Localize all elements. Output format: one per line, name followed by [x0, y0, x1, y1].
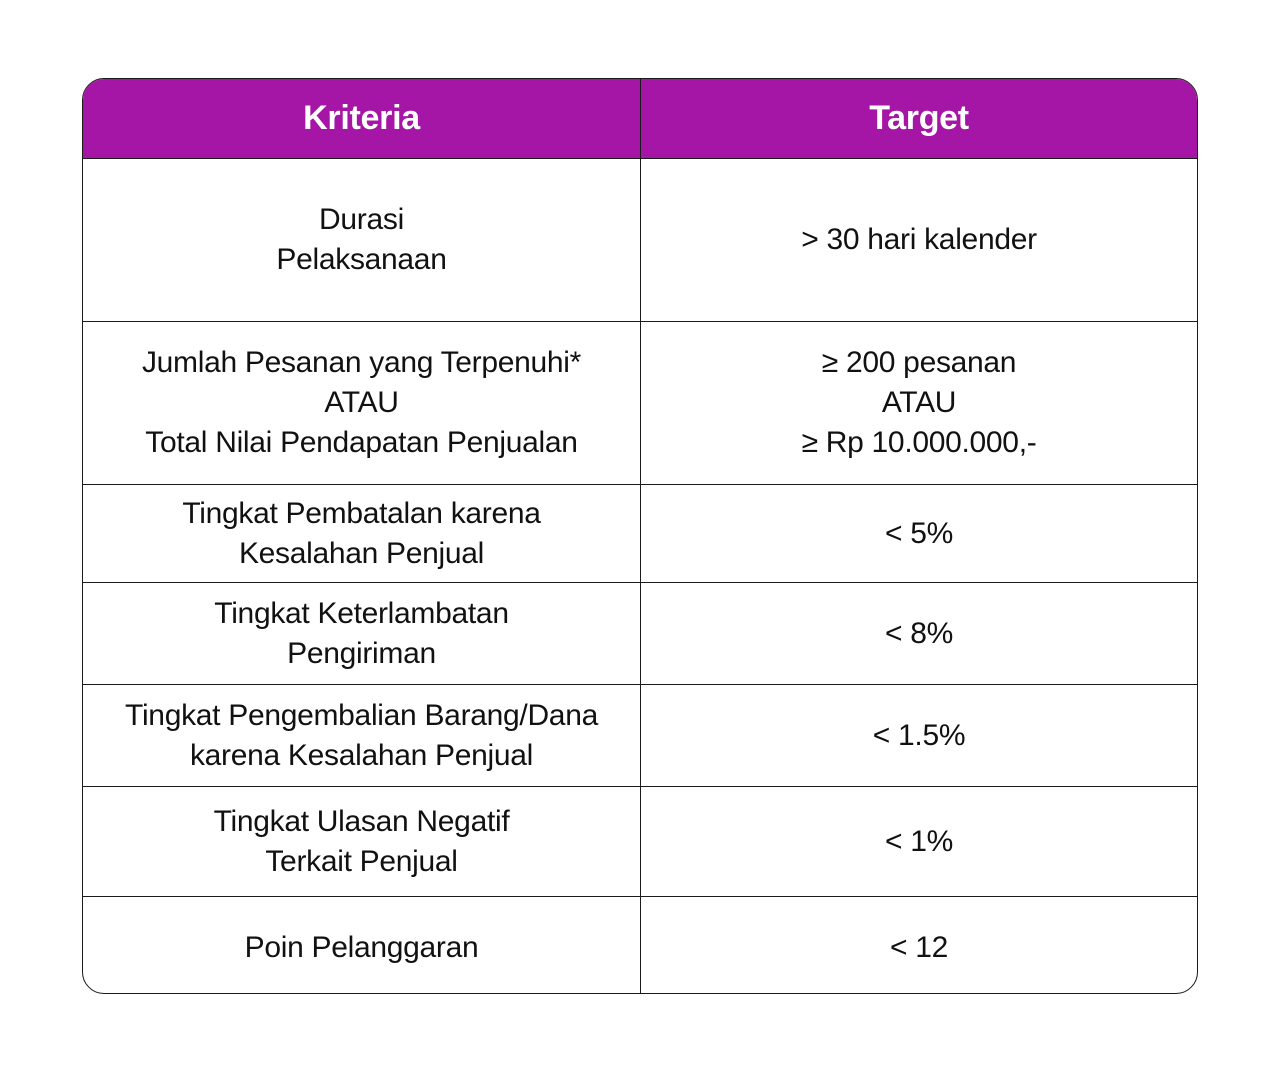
criteria-line: Jumlah Pesanan yang Terpenuhi*	[141, 346, 582, 379]
target-line: < 1.5%	[872, 718, 966, 752]
criteria-cell	[83, 685, 641, 787]
table-row	[83, 897, 1197, 995]
criteria-line: Pengiriman	[287, 636, 436, 670]
criteria-cell	[83, 485, 641, 583]
table-row	[83, 583, 1197, 685]
table-header-row	[83, 79, 1197, 159]
target-line: < 5%	[884, 516, 953, 550]
target-cell	[641, 485, 1198, 583]
criteria-cell	[83, 322, 641, 485]
target-cell	[641, 897, 1198, 995]
target-cell	[641, 322, 1198, 485]
target-line: > 30 hari kalender	[801, 223, 1037, 256]
criteria-line: Terkait Penjual	[265, 844, 458, 878]
criteria-table-container	[82, 78, 1198, 994]
target-line: < 1%	[884, 824, 953, 858]
header-target: Target	[641, 79, 1198, 159]
target-line: ATAU	[881, 386, 957, 419]
header-kriteria: Kriteria	[83, 79, 641, 159]
table-row	[83, 322, 1197, 485]
criteria-line: Kesalahan Penjual	[238, 536, 485, 570]
criteria-cell	[83, 583, 641, 685]
target-line: ≥ 200 pesanan	[821, 346, 1017, 379]
criteria-line: karena Kesalahan Penjual	[189, 738, 534, 772]
target-line: ≥ Rp 10.000.000,-	[801, 426, 1037, 459]
criteria-line: Tingkat Ulasan Negatif	[213, 804, 510, 838]
table-row	[83, 485, 1197, 583]
criteria-line: Poin Pelanggaran	[244, 931, 479, 964]
criteria-line: Tingkat Keterlambatan	[214, 596, 509, 630]
target-line: < 12	[889, 931, 949, 964]
criteria-line: Total Nilai Pendapatan Penjualan	[145, 426, 578, 459]
target-line: < 8%	[884, 616, 953, 650]
target-cell	[641, 159, 1198, 322]
criteria-line: Pelaksanaan	[276, 243, 447, 276]
criteria-table	[83, 79, 1197, 994]
target-cell	[641, 685, 1198, 787]
table-row	[83, 685, 1197, 787]
criteria-line: Tingkat Pembatalan karena	[182, 496, 541, 530]
criteria-cell	[83, 159, 641, 322]
criteria-line: ATAU	[324, 386, 399, 419]
criteria-line: Tingkat Pengembalian Barang/Dana	[125, 698, 598, 732]
criteria-cell	[83, 897, 641, 995]
target-cell	[641, 583, 1198, 685]
criteria-line: Durasi	[319, 203, 404, 236]
target-cell	[641, 787, 1198, 897]
table-row	[83, 787, 1197, 897]
criteria-cell	[83, 787, 641, 897]
table-row	[83, 159, 1197, 322]
